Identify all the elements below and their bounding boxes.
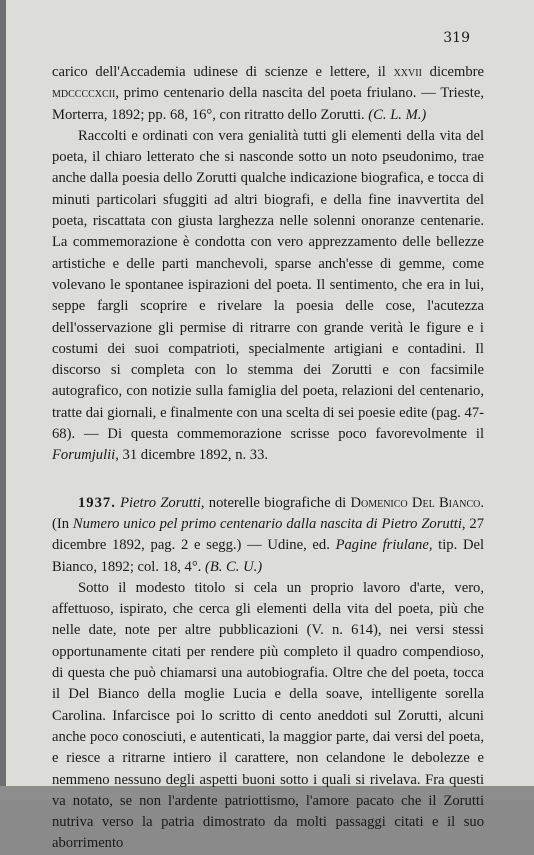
journal-title: Forumjulii: [52, 447, 116, 464]
page-text: [52, 62, 484, 855]
entry1-review: [52, 126, 484, 467]
entry-title: Pietro Zorutti,: [115, 494, 205, 511]
biblio-text: . (In: [52, 494, 485, 532]
entry2-review: [52, 578, 484, 855]
review-text-end: , 31 dicembre 1892, n. 33.: [115, 447, 269, 464]
library-siglum: (C. L. M.): [368, 106, 427, 123]
library-siglum: (B. C. U.): [204, 558, 263, 575]
biblio-text: , 27 dicembre 1892, pag. 2 e segg.) — Udine, ed.: [52, 515, 485, 554]
biblio-text: , primo centenario della nascita del poeta friulano. — Trieste, Morterra, 1892; pp. 68, 16°, con ritratto dello Zorutti.: [52, 85, 484, 123]
review-text: Sotto il modesto titolo si cela un proprio lavoro d'arte, vero, affettuoso, ispirato, che cerca gli elementi della vita del poeta, più che nelle date, note per altre pubblicazioni (V. n. 614), nei versi stessi opportunamente citati per rendere più completo il quadro compendioso, di questa che può chiamarsi una autobiografia. Oltre che del poeta, tocca il Del Bianco della moglie Lucia e della soave, intelligente sorella Carolina. Infarcisce poi lo scritto di cento aneddoti sul Zorutti, alcuni anche poco conosciuti, e autenticati, la maggior parte, dai versi del poeta, e riesce a ritrarne intiero il carattere, non celandone le debolezze e nemmeno nessuno degli aspetti buoni sotto i quali si rivelava. Fra questi va notato, se non l'ardente patriottismo, l'amore pacato che il Zorutti nutriva verso la patria dimostrato da molti passaggi citati e il suo aborrimento: [52, 579, 484, 852]
biblio-year: mdccccxcii: [52, 85, 116, 102]
entry-gap: [52, 467, 484, 493]
biblio-text: , tip. Del Bianco, 1892; col. 18, 4°.: [52, 537, 485, 575]
page-shadow-left: [0, 0, 6, 800]
source-title: Numero unico pel primo centenario dalla nascita di Pietro Zorutti: [72, 515, 462, 532]
publisher-name: Pagine friulane: [335, 537, 429, 554]
entry1-bibliography: [52, 62, 484, 126]
review-text: Raccolti e ordinati con vera genialità tutti gli elementi della vita del poeta, il chiaro letterato che si nasconde sotto un noto pseudonimo, trae anche dalla poesia dello Zorutti qualche indicazione biografica, e tocca di minuti particolari sfuggiti ad altri biografi, e della fine inavvertita del poeta, riscattata con giusta larghezza nelle solenni onoranze centenarie. La commemorazione è condotta con vero apprezzamento delle bellezze artistiche e delle parti manchevoli, sparse anch'esse di gemme, come volevano le spontanee ispirazioni del poeta. Il sentimento, che era in lui, seppe fargli scoprire e rivelare la poesia delle cose, l'acutezza dell'osservazione gli permise di ritrarre con grande verità le figure e i costumi dei suoi compatrioti, specialmente artigiani e contadini. Il discorso si completa con lo stemma dei Zorutti e con facsimile autografico, con notizie sulla famiglia del poeta, relazioni del centenario, tratte dai giornali, e finalmente con una scelta di sei poesie edite (pag. 47-68). — Di questa commemorazione scrisse poco favorevolmente il: [52, 127, 484, 443]
biblio-text: carico dell'Accademia udinese di scienze e lettere, il: [52, 64, 394, 80]
entry-number: 1937.: [78, 494, 116, 511]
entry2-bibliography: [52, 493, 484, 578]
biblio-text: noterelle biografiche di: [204, 494, 351, 511]
biblio-text: dicembre: [421, 64, 484, 80]
biblio-day: xxvii: [393, 64, 422, 80]
author-name: Domenico Del Bianco: [350, 494, 481, 511]
page-number: 319: [443, 30, 470, 46]
